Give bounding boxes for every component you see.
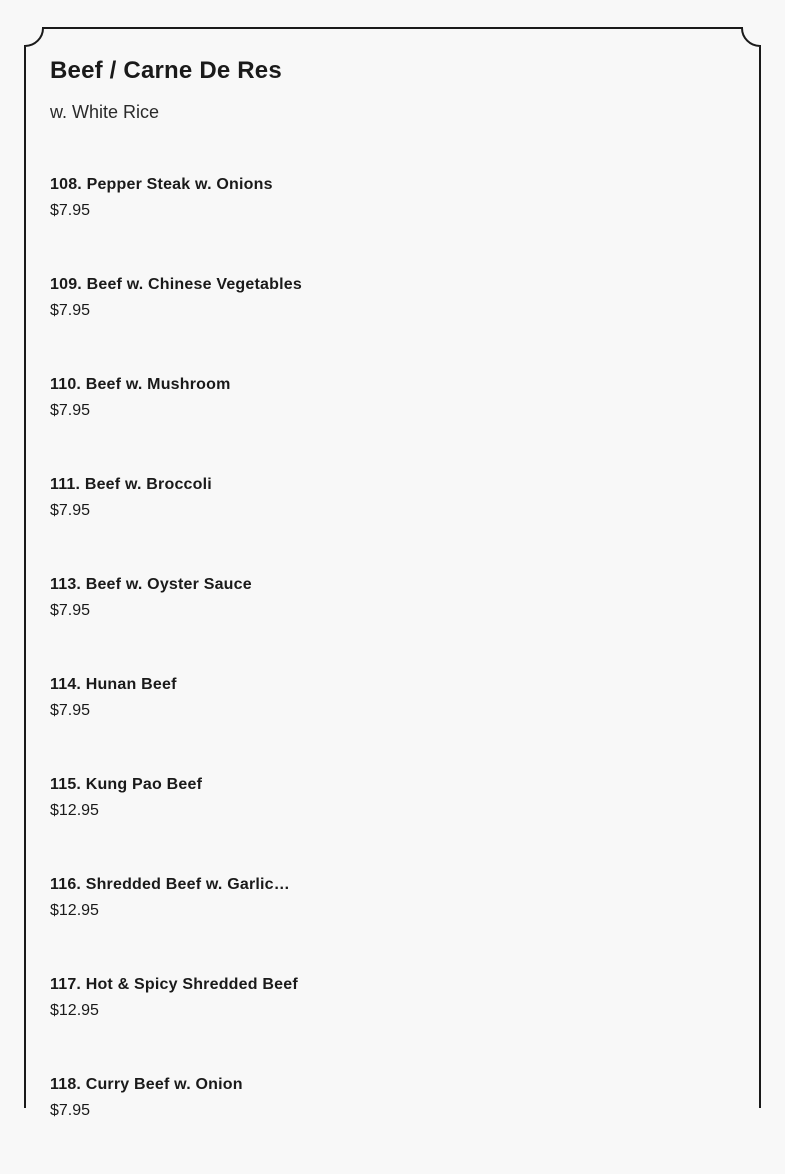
item-name: 108. Pepper Steak w. Onions bbox=[50, 176, 273, 193]
item-name: 115. Kung Pao Beef bbox=[50, 776, 203, 793]
menu-item[interactable] bbox=[50, 674, 740, 774]
menu-item-list bbox=[50, 174, 740, 1174]
item-price: $7.95 bbox=[50, 502, 91, 519]
item-name: 111. Beef w. Broccoli bbox=[50, 476, 212, 493]
item-name: 118. Curry Beef w. Onion bbox=[50, 1076, 243, 1093]
item-price: $7.95 bbox=[50, 302, 91, 319]
item-price: $7.95 bbox=[50, 702, 91, 719]
menu-item[interactable] bbox=[50, 474, 740, 574]
menu-item[interactable] bbox=[50, 774, 740, 874]
item-price: $7.95 bbox=[50, 202, 91, 219]
menu-item[interactable] bbox=[50, 574, 740, 674]
menu-item[interactable] bbox=[50, 174, 740, 274]
item-price: $12.95 bbox=[50, 902, 99, 919]
section-subtitle: w. White Rice bbox=[50, 102, 160, 122]
section-title: Beef / Carne De Res bbox=[50, 57, 282, 84]
menu-item[interactable] bbox=[50, 374, 740, 474]
item-price: $7.95 bbox=[50, 602, 91, 619]
item-name: 114. Hunan Beef bbox=[50, 676, 177, 693]
item-price: $7.95 bbox=[50, 1102, 91, 1119]
item-name: 116. Shredded Beef w. Garlic… bbox=[50, 876, 290, 893]
item-name: 117. Hot & Spicy Shredded Beef bbox=[50, 976, 298, 993]
menu-item[interactable] bbox=[50, 1074, 740, 1174]
menu-section bbox=[50, 56, 740, 1119]
item-price: $7.95 bbox=[50, 402, 91, 419]
item-price: $12.95 bbox=[50, 1002, 99, 1019]
menu-item[interactable] bbox=[50, 274, 740, 374]
item-price: $12.95 bbox=[50, 802, 99, 819]
item-name: 113. Beef w. Oyster Sauce bbox=[50, 576, 252, 593]
menu-item[interactable] bbox=[50, 974, 740, 1074]
item-name: 109. Beef w. Chinese Vegetables bbox=[50, 276, 302, 293]
item-name: 110. Beef w. Mushroom bbox=[50, 376, 231, 393]
menu-item[interactable] bbox=[50, 874, 740, 974]
